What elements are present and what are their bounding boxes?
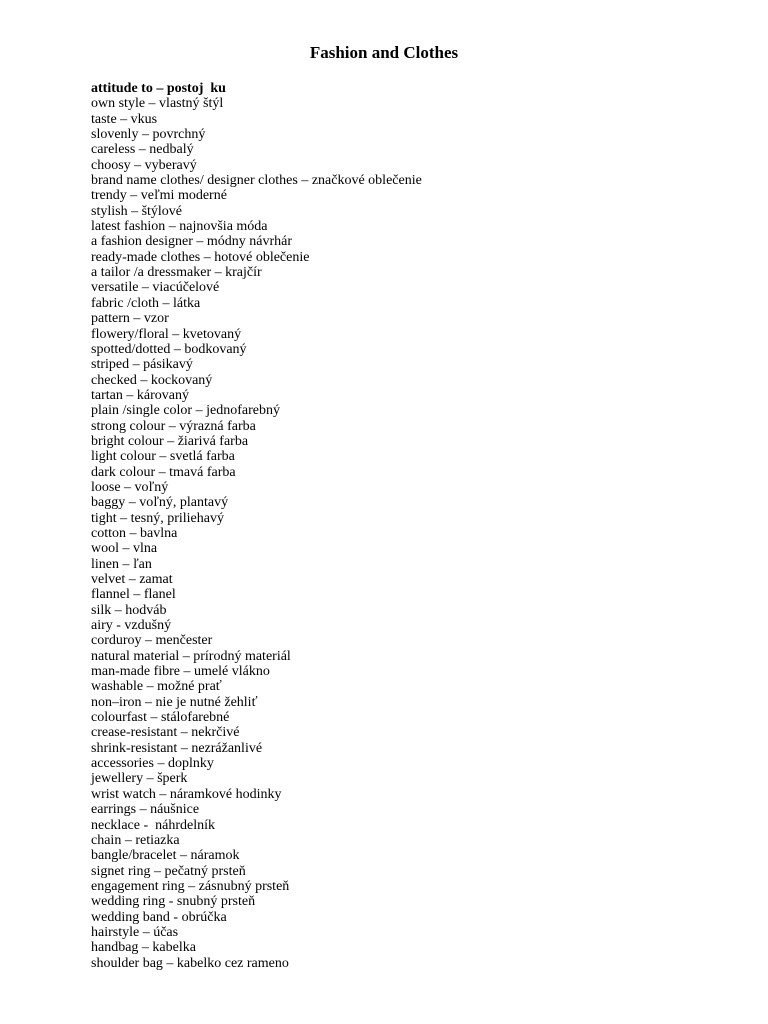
vocabulary-entry: a fashion designer – módny návrhár [91,234,292,250]
vocabulary-entry: own style – vlastný štýl [91,96,224,112]
vocabulary-entry: wedding band - obrúčka [91,909,227,925]
vocabulary-entry: careless – nedbalý [91,142,194,158]
vocabulary-entry: handbag – kabelka [91,940,196,956]
vocabulary-entry: trendy – veľmi moderné [91,188,227,204]
vocabulary-entry: latest fashion – najnovšia móda [91,219,268,235]
vocabulary-entry: fabric /cloth – látka [91,295,201,311]
section-heading: attitude to – postoj ku [91,81,226,96]
vocabulary-entry: necklace - náhrdelník [91,817,215,833]
vocabulary-entry: engagement ring – zásnubný prsteň [91,878,290,894]
vocabulary-entry: plain /single color – jednofarebný [91,403,280,419]
vocabulary-entry: spotted/dotted – bodkovaný [91,341,247,357]
vocabulary-entry: earrings – náušnice [91,802,200,818]
vocabulary-entry: flowery/floral – kvetovaný [91,326,242,342]
vocabulary-entry: velvet – zamat [91,572,173,587]
vocabulary-entry: jewellery – šperk [91,771,188,787]
vocabulary-entry: silk – hodváb [91,602,167,618]
vocabulary-entry: airy - vzdušný [91,618,172,634]
vocabulary-entry: tight – tesný, priliehavý [91,510,224,526]
vocabulary-entry: accessories – doplnky [91,756,214,772]
vocabulary-entry: shrink-resistant – nezrážanlivé [91,740,263,756]
vocabulary-entry: choosy – vyberavý [91,157,197,173]
vocabulary-entry: bangle/bracelet – náramok [91,848,240,864]
vocabulary-entry: colourfast – stálofarebné [91,710,230,726]
vocabulary-entry: taste – vkus [91,111,158,127]
vocabulary-entry: wrist watch – náramkové hodinky [91,786,282,802]
vocabulary-entry: dark colour – tmavá farba [91,464,236,480]
vocabulary-entry: flannel – flanel [91,587,176,603]
vocabulary-entry: signet ring – pečatný prsteň [91,863,246,879]
vocabulary-entry: pattern – vzor [91,311,169,327]
vocabulary-list [91,81,422,971]
vocabulary-entry: light colour – svetlá farba [91,449,235,465]
vocabulary-entry: baggy – voľný, plantavý [91,495,229,511]
vocabulary-entry: versatile – viacúčelové [91,280,220,296]
vocabulary-entry: man-made fibre – umelé vlákno [91,664,270,680]
vocabulary-entry: wool – vlna [91,541,158,557]
vocabulary-entry: a tailor /a dressmaker – krajčír [91,265,262,281]
vocabulary-entry: stylish – štýlové [91,203,183,219]
vocabulary-entry: crease-resistant – nekrčivé [91,725,240,741]
vocabulary-entry: brand name clothes/ designer clothes – značkové oblečenie [91,173,422,189]
vocabulary-entry: tartan – károvaný [91,387,189,403]
vocabulary-entry: hairstyle – účas [91,924,179,940]
vocabulary-entry: wedding ring - snubný prsteň [91,894,256,910]
vocabulary-entry: loose – voľný [91,479,169,495]
vocabulary-entry: non–iron – nie je nutné žehliť [91,694,258,710]
vocabulary-entry: checked – kockovaný [91,372,213,388]
vocabulary-entry: striped – pásikavý [91,357,193,373]
vocabulary-entry: shoulder bag – kabelko cez rameno [91,955,289,971]
vocabulary-entry: slovenly – povrchný [91,127,206,143]
vocabulary-entry: cotton – bavlna [91,525,178,541]
vocabulary-entry: corduroy – menčester [91,633,213,649]
vocabulary-entry: linen – ľan [91,556,152,572]
vocabulary-entry: washable – možné prať [91,679,222,695]
vocabulary-entry: strong colour – výrazná farba [91,418,256,434]
vocabulary-entry: natural material – prírodný materiál [91,648,291,664]
vocabulary-entry: ready-made clothes – hotové oblečenie [91,249,310,265]
vocabulary-entry: bright colour – žiarivá farba [91,433,249,449]
page-title: Fashion and Clothes [309,43,459,62]
vocabulary-entry: chain – retiazka [91,832,180,848]
